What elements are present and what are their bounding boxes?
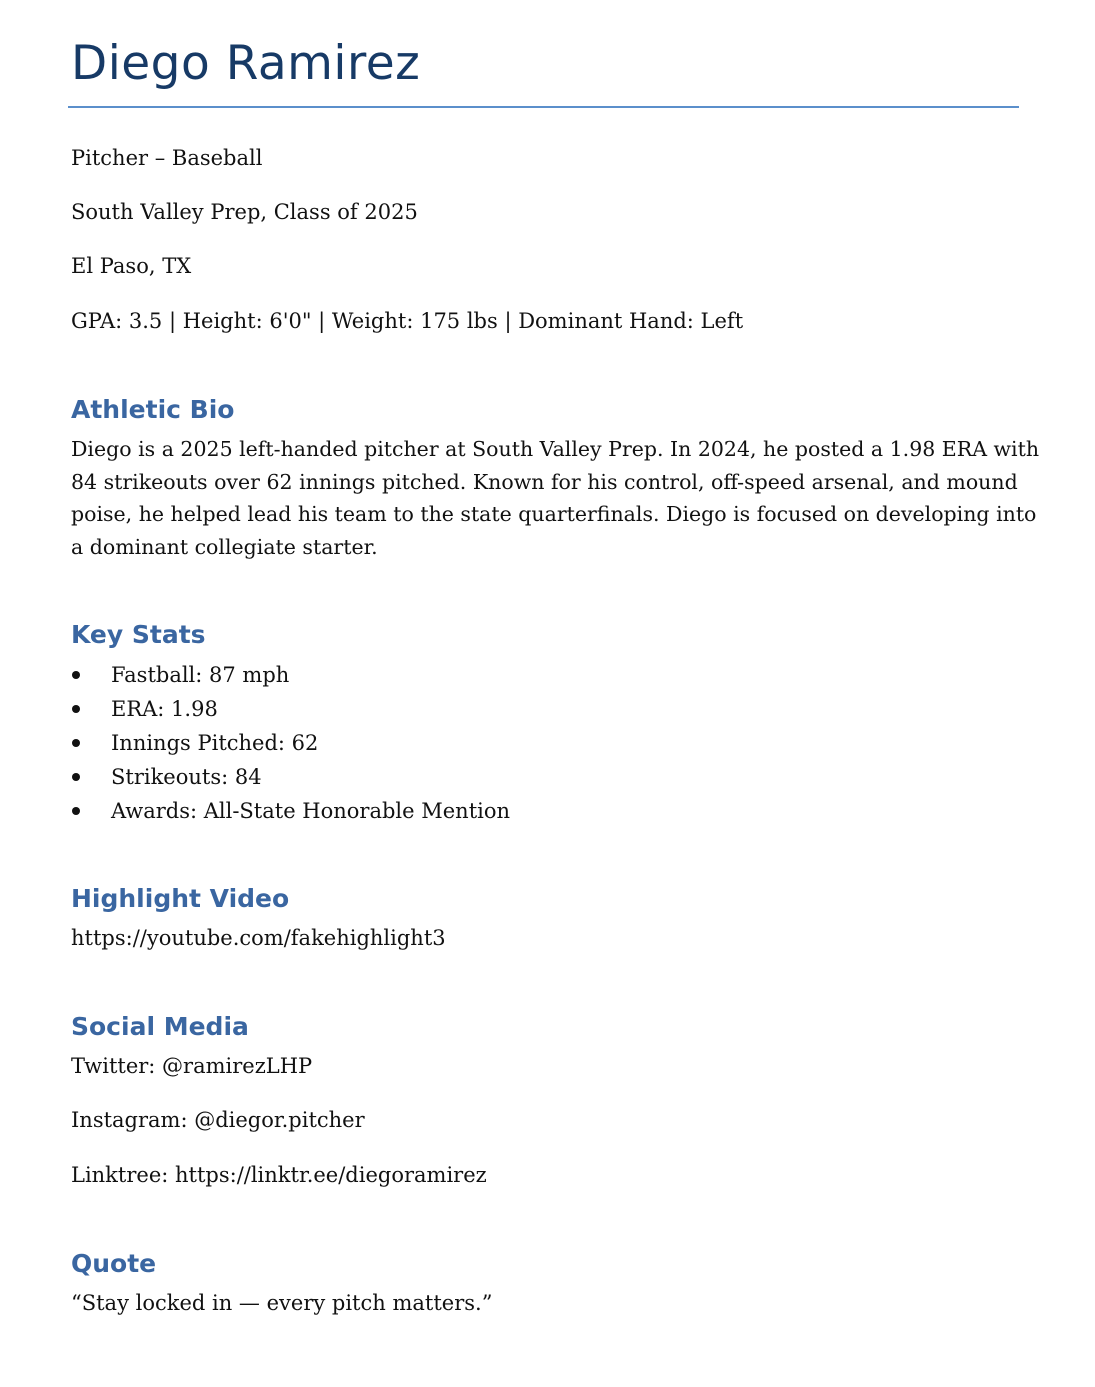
bullet-icon bbox=[72, 739, 80, 747]
athletic-bio-text bbox=[71, 433, 1040, 563]
bullet-icon bbox=[72, 671, 80, 679]
bio-line: a dominant collegiate starter. bbox=[71, 534, 378, 559]
bullet-icon bbox=[72, 705, 80, 713]
position-line: Pitcher – Baseball bbox=[71, 146, 263, 170]
bio-line: poise, he helped lead his team to the state quarterfinals. Diego is focused on developing into bbox=[71, 502, 1037, 526]
twitter-handle: Twitter: @ramirezLHP bbox=[71, 1054, 313, 1078]
measurables-line: GPA: 3.5 | Height: 6'0" | Weight: 175 lbs | Dominant Hand: Left bbox=[71, 309, 744, 333]
quote-heading: Quote bbox=[71, 1249, 157, 1278]
social-media-heading: Social Media bbox=[71, 1012, 249, 1041]
title-divider bbox=[68, 106, 1019, 108]
bio-line: Diego is a 2025 left-handed pitcher at South Valley Prep. In 2024, he posted a 1.98 ERA with bbox=[71, 437, 1040, 461]
key-stats-heading: Key Stats bbox=[71, 620, 206, 649]
stat-text: ERA: 1.98 bbox=[111, 697, 218, 721]
instagram-handle: Instagram: @diegor.pitcher bbox=[71, 1108, 365, 1132]
stat-text: Awards: All-State Honorable Mention bbox=[111, 799, 511, 823]
stat-text: Strikeouts: 84 bbox=[111, 765, 262, 789]
bullet-icon bbox=[72, 807, 80, 815]
athlete-name: Diego Ramirez bbox=[71, 36, 421, 91]
stat-text: Fastball: 87 mph bbox=[111, 663, 290, 687]
school-line: South Valley Prep, Class of 2025 bbox=[71, 200, 418, 224]
quote-text: “Stay locked in — every pitch matters.” bbox=[71, 1291, 493, 1315]
location-line: El Paso, TX bbox=[71, 254, 192, 278]
linktree-link[interactable]: Linktree: https://linktr.ee/diegoramirez bbox=[71, 1163, 487, 1187]
bio-line: 84 strikeouts over 62 innings pitched. Known for his control, off-speed arsenal, and mound bbox=[71, 469, 1018, 494]
stat-text: Innings Pitched: 62 bbox=[111, 731, 319, 755]
bullet-icon bbox=[72, 773, 80, 781]
highlight-video-link[interactable]: https://youtube.com/fakehighlight3 bbox=[71, 926, 446, 950]
athletic-bio-heading: Athletic Bio bbox=[71, 395, 235, 424]
highlight-video-heading: Highlight Video bbox=[71, 884, 290, 913]
